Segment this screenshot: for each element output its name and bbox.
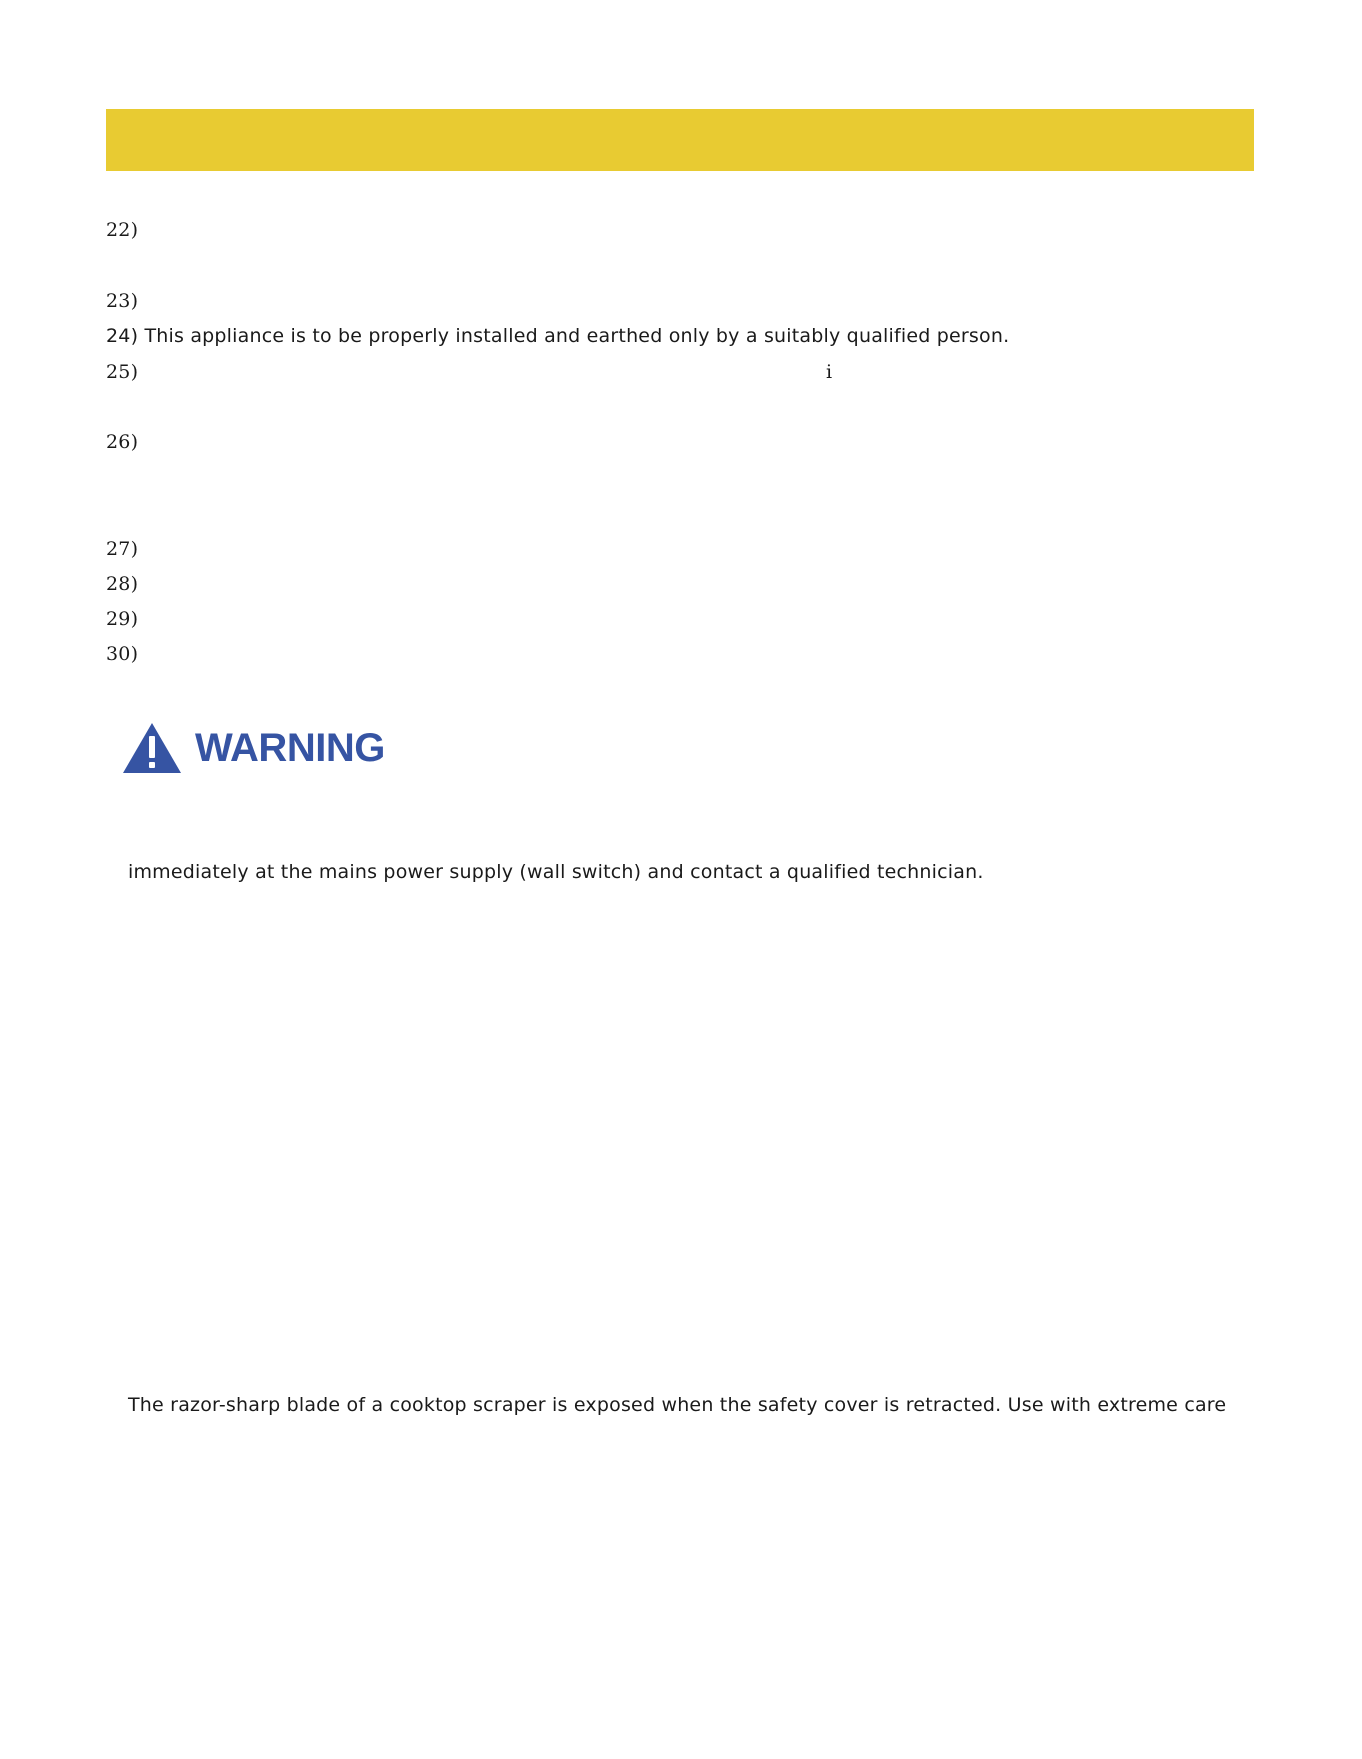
list-item [106, 430, 138, 454]
list-item-number: 26) [106, 431, 139, 453]
list-item-number: 28) [106, 573, 139, 595]
list-item [106, 572, 138, 596]
list-item [106, 360, 138, 384]
list-item [106, 289, 138, 313]
list-item-number: 27) [106, 538, 139, 560]
list-item-number: 25) [106, 361, 139, 383]
list-item-number: 24) [106, 325, 139, 347]
list-item-number: 29) [106, 608, 139, 630]
list-item [106, 324, 1009, 348]
list-item-number: 23) [106, 290, 139, 312]
warning-heading [122, 722, 385, 774]
warning-paragraph: immediately at the mains power supply (wall switch) and contact a qualified technician. [128, 861, 984, 883]
list-item [106, 537, 138, 561]
list-item [106, 642, 138, 666]
list-item [106, 218, 138, 242]
stray-character: i [826, 361, 833, 383]
warning-triangle-icon [122, 722, 182, 774]
section-header-bar [106, 109, 1254, 171]
list-item [106, 607, 138, 631]
list-item-text: This appliance is to be properly installed and earthed only by a suitably qualified person. [144, 325, 1010, 347]
list-item-number: 22) [106, 219, 139, 241]
list-item-number: 30) [106, 643, 139, 665]
warning-paragraph: The razor-sharp blade of a cooktop scraper is exposed when the safety cover is retracted. Use with extreme care [128, 1394, 1227, 1416]
warning-title: WARNING [195, 726, 385, 770]
